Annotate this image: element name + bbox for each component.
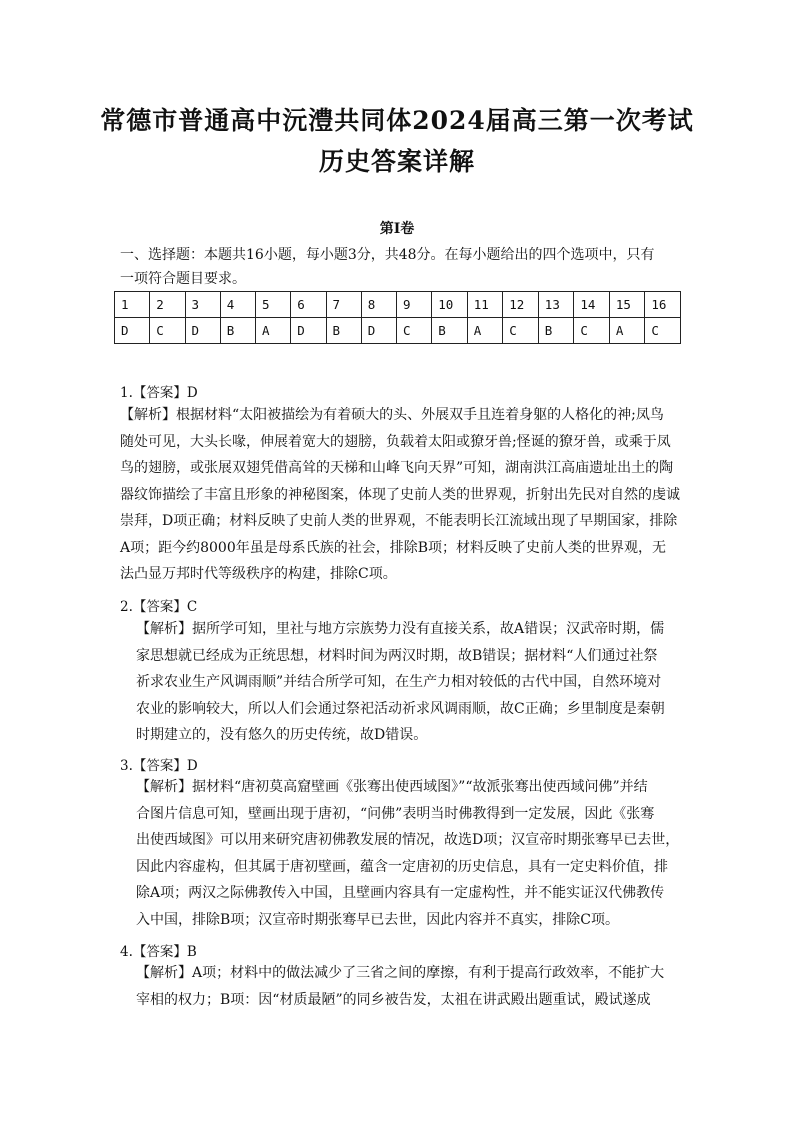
question-number-cell: 3 [185, 292, 220, 318]
question-number-cell: 9 [397, 292, 432, 318]
answer-table [114, 291, 681, 344]
answer-cell: C [397, 318, 432, 344]
explanation-line: 【解析】据所学可知，里社与地方宗族势力没有直接关系，故A错误；汉武帝时期，儒 [136, 621, 665, 637]
question-3-answer: 3.【答案】D [120, 758, 198, 774]
question-1-explanation [120, 402, 680, 588]
question-2-answer: 2.【答案】C [120, 599, 198, 615]
section-heading: 第Ⅰ卷 [379, 221, 415, 237]
answer-cell: B [326, 318, 361, 344]
explanation-line: 除A项；两汉之际佛教传入中国，且壁画内容具有一定虚构性，并不能实证汉代佛教传 [136, 885, 665, 901]
question-number-cell: 5 [256, 292, 291, 318]
explanation-line: 【解析】据材料“唐初莫高窟壁画《张骞出使西域图》”“故派张骞出使西域问佛”并结 [136, 779, 648, 795]
question-number-cell: 15 [609, 292, 645, 318]
instructions-line-1: 一、选择题：本题共16小题，每小题3分，共48分。在每小题给出的四个选项中，只有 [120, 247, 655, 263]
explanation-line: 法凸显万邦时代等级秩序的构建，排除C项。 [120, 566, 397, 582]
explanation-line: 农业的影响较大，所以人们会通过祭祀活动祈求风调雨顺，故C正确；乡里制度是秦朝 [136, 700, 665, 717]
explanation-line: 鸟的翅膀，或张展双翅凭借高耸的天梯和山峰飞向天界”可知，湖南洪江高庙遗址出土的陶 [120, 460, 674, 476]
answer-cell: B [220, 318, 255, 344]
answer-cell: C [645, 318, 681, 344]
explanation-line: A项；距今约8000年虽是母系氏族的社会，排除B项；材料反映了史前人类的世界观，无 [120, 539, 667, 556]
answer-cell: C [150, 318, 185, 344]
answer-cell: C [503, 318, 539, 344]
answer-cell: D [115, 318, 150, 344]
document-title: 常德市普通高中沅澧共同体2024届高三第一次考试 [100, 106, 694, 135]
question-number-cell: 13 [538, 292, 574, 318]
explanation-line: 祈求农业生产风调雨顺”并结合所学可知，在生产力相对较低的古代中国，自然环境对 [136, 674, 662, 690]
explanation-line: 出使西域图》可以用来研究唐初佛教发展的情况，故选D项；汉宣帝时期张骞早已去世， [136, 832, 680, 848]
question-3-explanation [136, 774, 681, 933]
answer-cell: B [432, 318, 468, 344]
explanation-line: 因此内容虚构，但其属于唐初壁画，蕴含一定唐初的历史信息，具有一定史料价值，排 [136, 858, 668, 875]
question-number-cell: 1 [115, 292, 150, 318]
answer-cell: C [574, 318, 610, 344]
question-number-cell: 11 [467, 292, 503, 318]
question-number-cell: 10 [432, 292, 468, 318]
question-2-explanation [136, 616, 681, 749]
explanation-line: 时期建立的，没有悠久的历史传统，故D错误。 [136, 727, 428, 743]
question-number-cell: 7 [326, 292, 361, 318]
answer-cell: B [538, 318, 574, 344]
answer-cell: D [185, 318, 220, 344]
explanation-line: 崇拜，D项正确；材料反映了史前人类的世界观，不能表明长江流域出现了早期国家，排除 [120, 513, 678, 529]
question-number-cell: 12 [503, 292, 539, 318]
question-number-cell: 16 [645, 292, 681, 318]
question-number-cell: 14 [574, 292, 610, 318]
explanation-line: 器纹饰描绘了丰富且形象的神秘图案，体现了史前人类的世界观，折射出先民对自然的虔诚 [120, 486, 680, 503]
question-number-cell: 2 [150, 292, 185, 318]
question-1-answer: 1.【答案】D [120, 385, 198, 401]
question-number-cell: 8 [361, 292, 396, 318]
instructions-line-2: 一项符合题目要求。 [120, 271, 246, 287]
answer-cell: A [467, 318, 503, 344]
question-number-cell: 6 [291, 292, 326, 318]
document-subtitle: 历史答案详解 [318, 147, 475, 176]
question-4-answer: 4.【答案】B [120, 944, 197, 960]
explanation-line: 宰相的权力；B项：因“材质最陋”的同乡被告发，太祖在讲武殿出题重试，殿试遂成 [136, 991, 651, 1008]
answer-cell: A [256, 318, 291, 344]
answer-table-answer-row [115, 318, 681, 344]
answer-cell: D [291, 318, 326, 344]
answer-cell: D [361, 318, 396, 344]
explanation-line: 【解析】A项；材料中的做法减少了三省之间的摩擦，有利于提高行政效率，不能扩大 [136, 965, 665, 981]
answer-table-number-row [115, 292, 681, 318]
explanation-line: 合图片信息可知，壁画出现于唐初，“问佛”表明当时佛教得到一定发展，因此《张骞 [136, 805, 655, 822]
explanation-line: 【解析】根据材料“太阳被描绘为有着硕大的头、外展双手且连着身躯的人格化的神;凤鸟 [120, 407, 664, 423]
explanation-line: 入中国，排除B项；汉宣帝时期张骞早已去世，因此内容并不真实，排除C项。 [136, 911, 619, 928]
answer-cell: A [609, 318, 645, 344]
explanation-line: 随处可见，大头长喙，伸展着宽大的翅膀，负载着太阳或獠牙兽;怪诞的獠牙兽，或乘于凤 [120, 433, 671, 450]
question-4-explanation [136, 960, 681, 1013]
question-number-cell: 4 [220, 292, 255, 318]
explanation-line: 家思想就已经成为正统思想，材料时间为两汉时期，故B错误；据材料“人们通过社祭 [136, 647, 658, 664]
